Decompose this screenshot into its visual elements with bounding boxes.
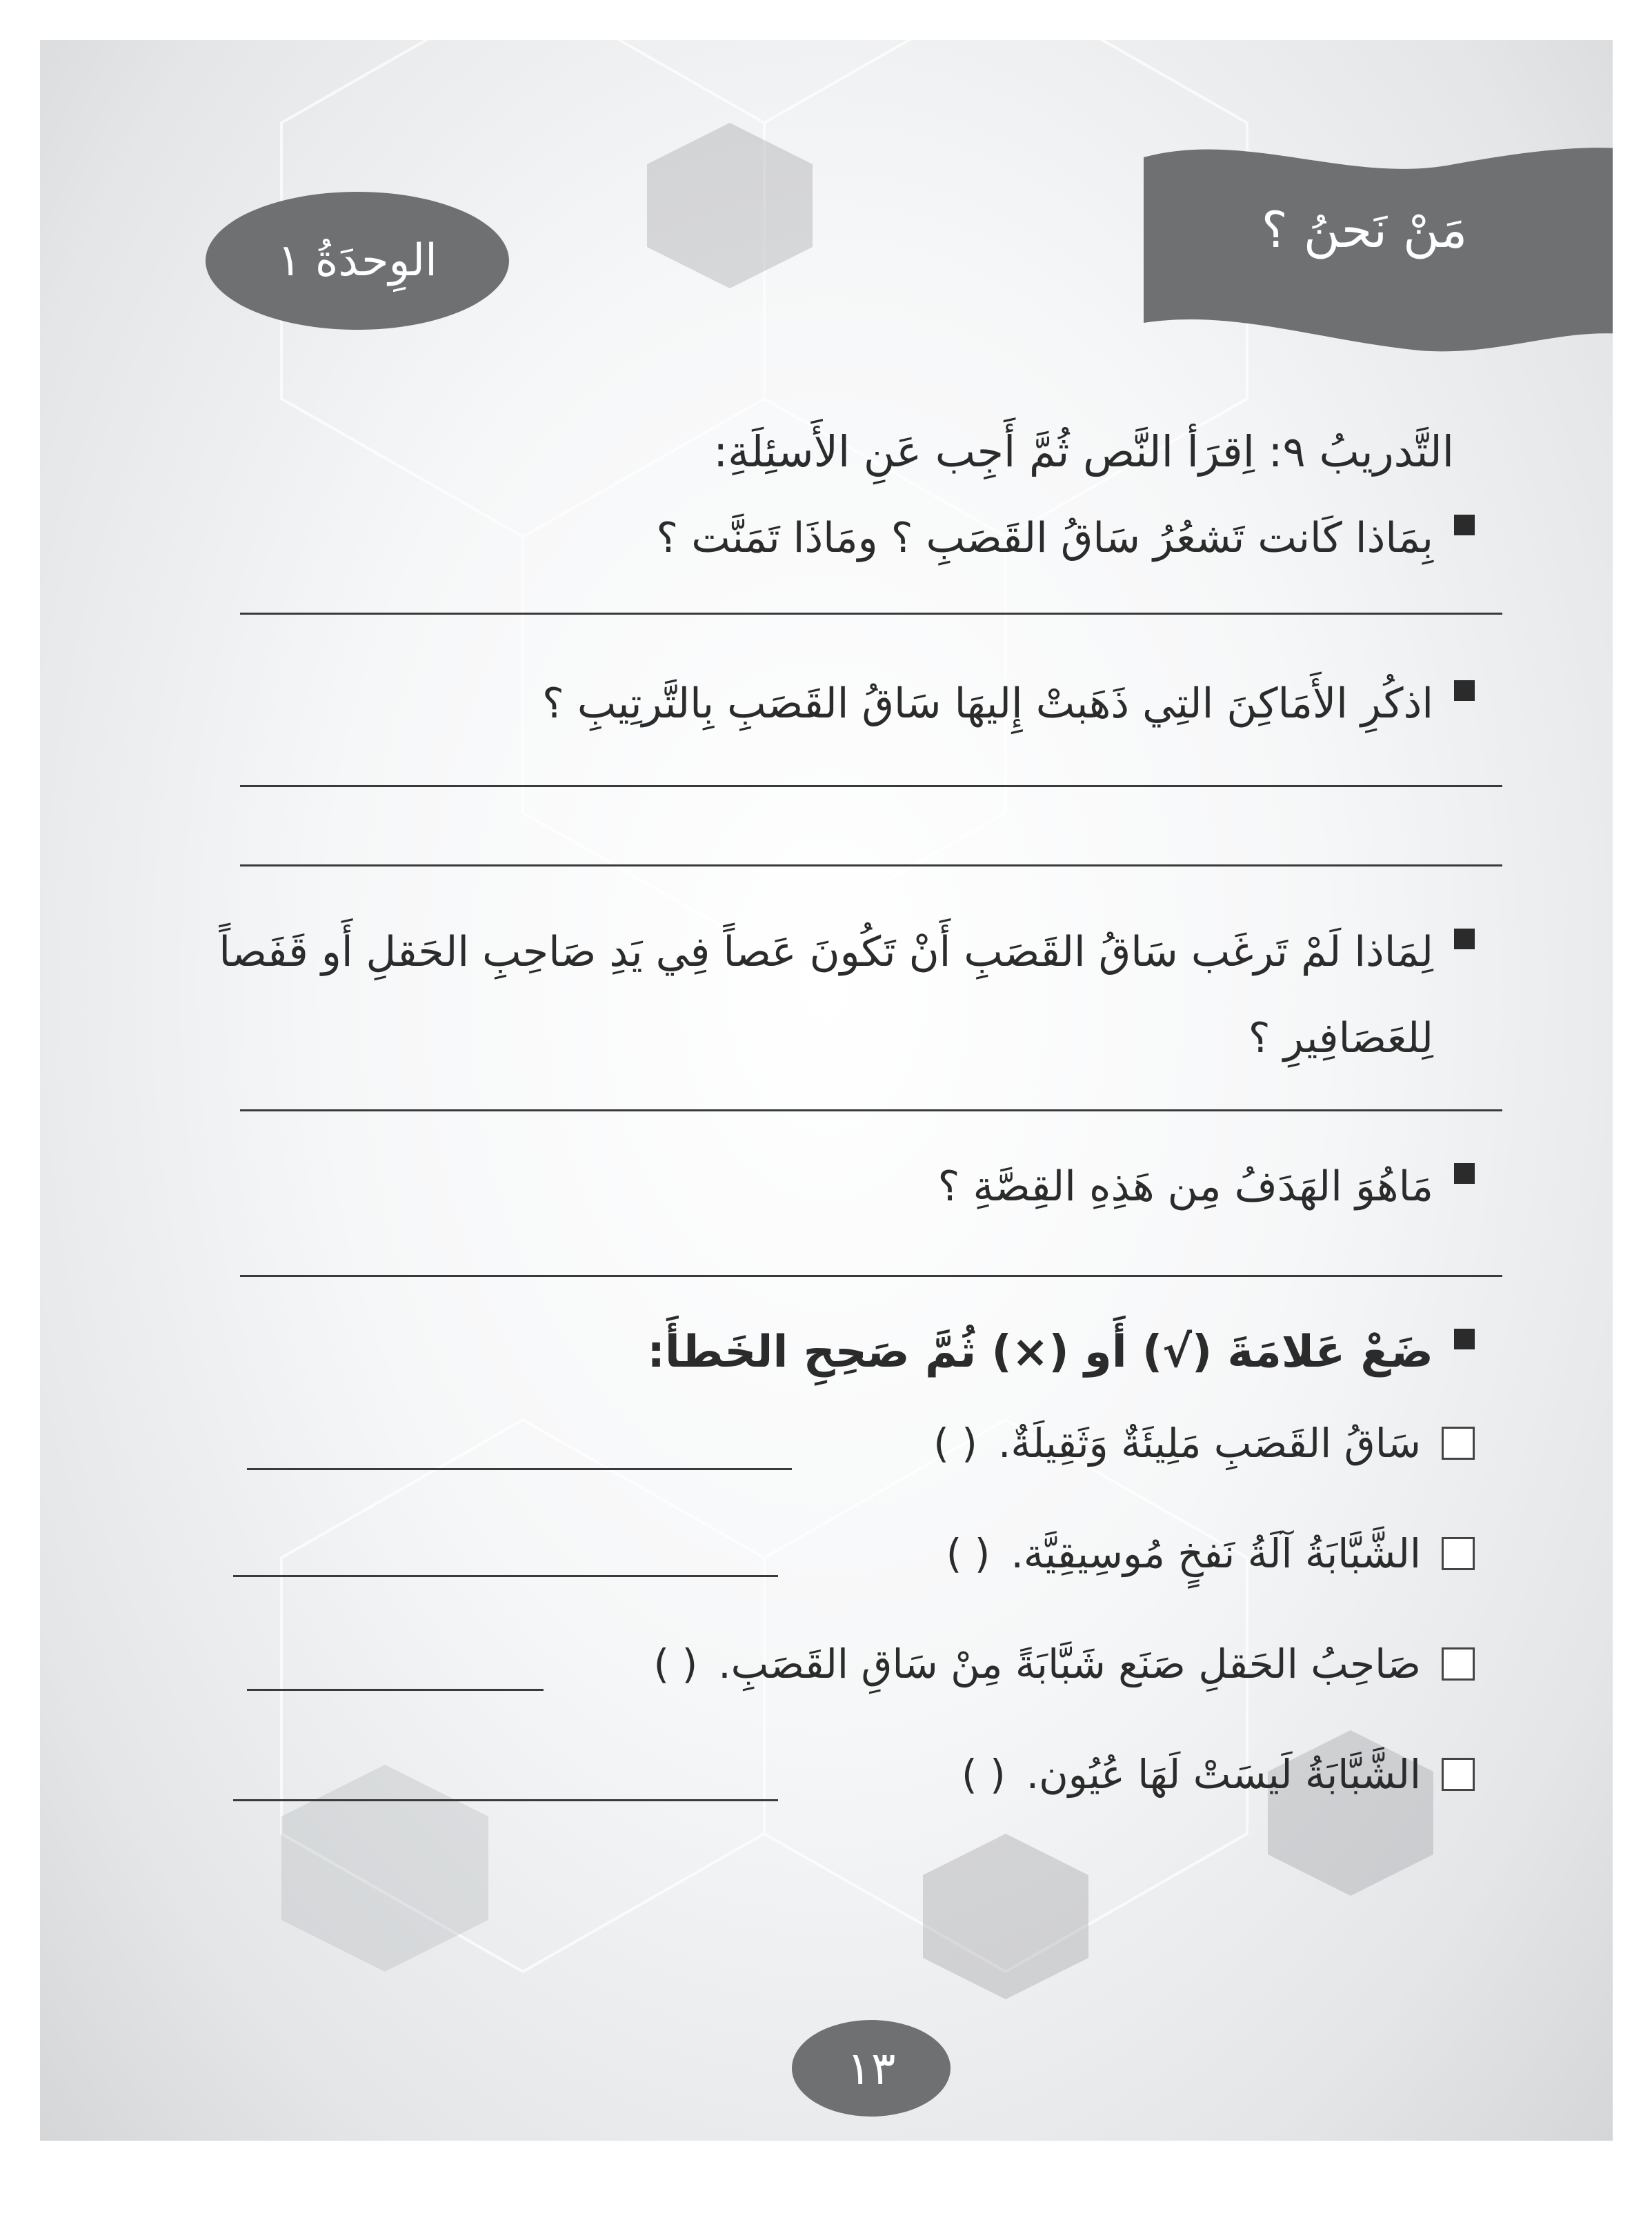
question-3-text: لِمَاذا لَمْ تَرغَب سَاقُ القَصَبِ أَنْ تَكُونَ عَصاً فِي يَدِ صَاحِبِ الحَقلِ أَو قَفَصاً لِلعَصَافِيرِ ؟ — [219, 928, 1433, 1062]
answer-parentheses[interactable]: ( ) — [962, 1751, 1006, 1798]
checkbox[interactable] — [1442, 1758, 1475, 1791]
tf-item-4 — [371, 1751, 1475, 1798]
question-1 — [130, 495, 1475, 582]
worksheet-page — [40, 40, 1613, 2141]
checkbox[interactable] — [1442, 1427, 1475, 1460]
tf-item-2 — [371, 1530, 1475, 1577]
page-number — [792, 2020, 951, 2117]
true-false-heading — [130, 1309, 1475, 1396]
true-false-heading-text: ضَعْ عَلامَةَ (√) أَو (×) ثُمَّ صَحِحِ الخَطأَ: — [647, 1327, 1433, 1378]
bullet-icon — [1454, 680, 1475, 701]
correction-line-2[interactable] — [233, 1575, 778, 1577]
page-number-text: ١٣ — [846, 2041, 896, 2095]
tf-item-1-text: سَاقُ القَصَبِ مَلِيئَةٌ وَثَقِيلَةٌ. — [997, 1420, 1421, 1467]
answer-parentheses[interactable]: ( ) — [653, 1641, 698, 1687]
answer-line-2a[interactable] — [240, 785, 1502, 787]
question-1-text: بِمَاذا كَانت تَشعُرُ سَاقُ القَصَبِ ؟ ومَاذَا تَمَنَّت ؟ — [656, 514, 1433, 562]
answer-line-3[interactable] — [240, 1109, 1502, 1111]
unit-badge — [206, 192, 509, 330]
answer-line-4[interactable] — [240, 1275, 1502, 1277]
tf-item-1 — [371, 1420, 1475, 1467]
tf-item-3-text: صَاحِبُ الحَقلِ صَنَع شَبَّابَةً مِنْ سَاقِ القَصَبِ. — [718, 1641, 1421, 1687]
checkbox[interactable] — [1442, 1647, 1475, 1681]
answer-line-1[interactable] — [240, 613, 1502, 615]
page-title: مَنْ نَحنُ ؟ — [1261, 201, 1468, 259]
question-3 — [130, 909, 1475, 1082]
question-2 — [130, 661, 1475, 747]
question-4 — [130, 1144, 1475, 1230]
question-2-text: اذكُرِ الأَمَاكِنَ التِي ذَهَبتْ إِليهَا سَاقُ القَصَبِ بِالتَّرتِيبِ ؟ — [541, 680, 1433, 728]
tf-item-2-text: الشَّبَّابَةُ آلَةُ نَفخٍ مُوسِيقِيَّة. — [1011, 1530, 1421, 1577]
exercise-instruction: التَّدريبُ ٩: اِقرَأ النَّص ثُمَّ أَجِب عَنِ الأَسئِلَةِ: — [713, 426, 1454, 477]
correction-line-1[interactable] — [247, 1468, 792, 1470]
correction-line-3[interactable] — [247, 1689, 544, 1691]
unit-label: الوِحدَةُ ١ — [277, 235, 437, 286]
tf-item-4-text: الشَّبَّابَةُ لَيسَتْ لَهَا عُيُون. — [1026, 1751, 1421, 1798]
correction-line-4[interactable] — [233, 1799, 778, 1801]
checkbox[interactable] — [1442, 1537, 1475, 1570]
question-4-text: مَاهُوَ الهَدَفُ مِن هَذِهِ القِصَّةِ ؟ — [937, 1162, 1433, 1211]
tf-item-3 — [371, 1641, 1475, 1687]
bullet-icon — [1454, 1163, 1475, 1184]
answer-parentheses[interactable]: ( ) — [933, 1420, 977, 1467]
answer-parentheses[interactable]: ( ) — [946, 1530, 991, 1577]
answer-line-2b[interactable] — [240, 864, 1502, 866]
bullet-icon — [1454, 515, 1475, 535]
bullet-icon — [1454, 929, 1475, 949]
bullet-icon — [1454, 1329, 1475, 1349]
